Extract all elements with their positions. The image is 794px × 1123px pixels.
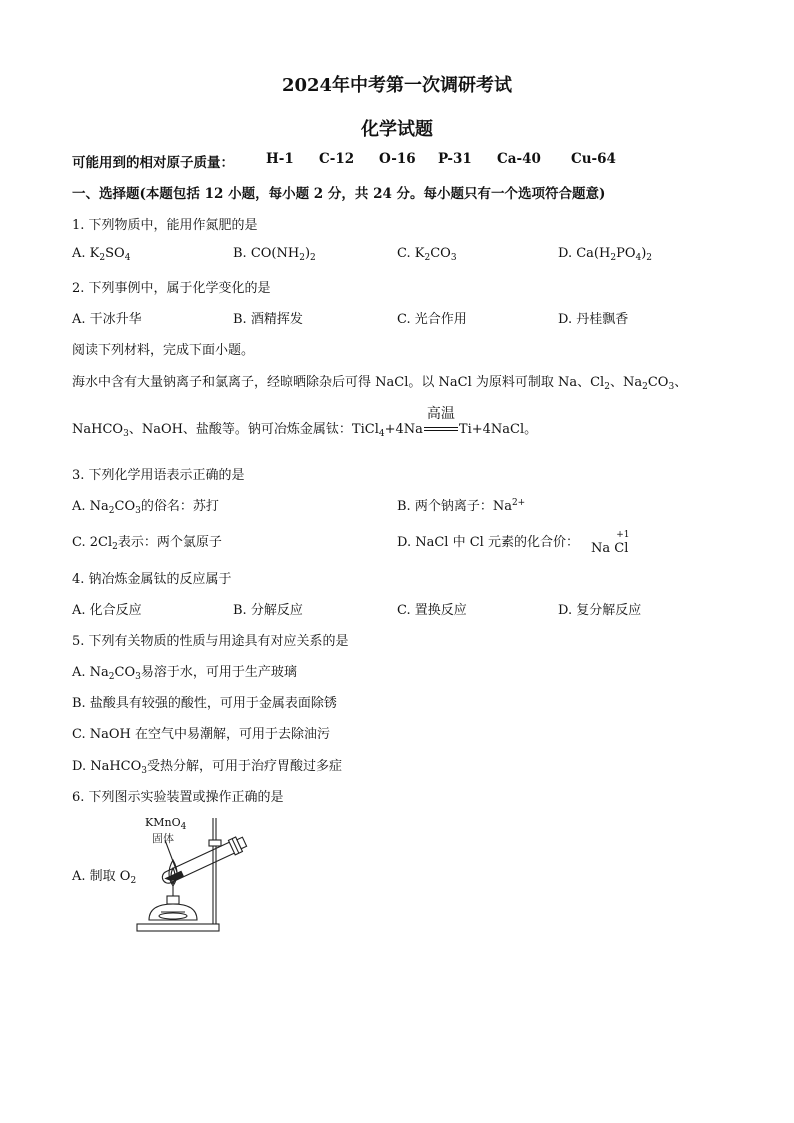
q4-option-a: A. 化合反应: [72, 603, 142, 618]
q3-option-c: C. $2Cl_2$表示：两个氯原子: [72, 535, 222, 552]
q2-option-b: B. 酒精挥发: [233, 312, 303, 327]
page-subtitle: 化学试题: [361, 119, 433, 140]
reading-line-2: NaHCO$_3$、NaOH、盐酸等。钠可冶炼金属钛：TiCl$_4$+4Na 高温 Ti+4NaCl。: [72, 418, 537, 437]
q3-stem: 3. 下列化学用语表示正确的是: [72, 468, 245, 483]
q5-option-c: C. NaOH 在空气中易潮解，可用于去除油污: [72, 727, 331, 742]
section-heading: 一、选择题(本题包括 12 小题，每小题 2 分，共 24 分。每小题只有一个选项符合题意): [72, 186, 606, 202]
q5-option-b: B. 盐酸具有较强的酸性，可用于金属表面除锈: [72, 696, 337, 711]
q1-option-a: A. $K_2SO_4$: [72, 246, 131, 263]
q2-stem: 2. 下列事例中，属于化学变化的是: [72, 281, 271, 296]
q2-option-a: A. 干冰升华: [72, 312, 142, 327]
atomic-mass-p: P-31: [438, 151, 472, 167]
atomic-mass-h: H-1: [266, 151, 294, 167]
lab-apparatus-figure: [135, 812, 260, 937]
figure-reagent-state: 固体: [152, 832, 174, 845]
q5-stem: 5. 下列有关物质的性质与用途具有对应关系的是: [72, 634, 349, 649]
q1-stem: 1. 下列物质中，能用作氮肥的是: [72, 218, 258, 233]
atomic-mass-label: 可能用到的相对原子质量：: [72, 155, 234, 171]
reading-line-1: 海水中含有大量钠离子和氯离子，经晾晒除杂后可得 NaCl。以 NaCl 为原料可制取 Na、$Cl_2$、$Na_2CO_3$、: [72, 375, 688, 392]
q5-option-a: A. $Na_2CO_3$易溶于水，可用于生产玻璃: [72, 665, 297, 682]
atomic-mass-cu: Cu-64: [571, 151, 616, 167]
iron-stand-base: [137, 924, 219, 931]
q6-option-a: A. 制取 $O_2$: [72, 869, 137, 886]
q1-option-d: D. $Ca(H_2PO_4)_2$: [558, 246, 653, 263]
alcohol-lamp: [149, 860, 197, 920]
atomic-mass-c: C-12: [319, 151, 355, 167]
q3-option-a: A. $Na_2CO_3$的俗名：苏打: [72, 499, 219, 516]
reading-intro: 阅读下列材料，完成下面小题。: [72, 343, 255, 358]
q1-option-b: B. $CO(NH_2)_2$: [233, 246, 316, 263]
q4-option-c: C. 置换反应: [397, 603, 467, 618]
page-title: 2024年中考第一次调研考试: [281, 75, 513, 96]
q3-option-d: D. NaCl 中 Cl 元素的化合价： Na +1 Cl: [397, 530, 630, 556]
reaction-condition-sign: [424, 405, 458, 437]
atomic-mass-ca: Ca-40: [497, 151, 541, 167]
atomic-mass-o: O-16: [379, 151, 416, 167]
q1-option-c: C. $K_2CO_3$: [397, 246, 457, 263]
q3-option-b: B. 两个钠离子：$Na^{2+}$: [397, 498, 526, 514]
q2-option-c: C. 光合作用: [397, 312, 467, 327]
q4-option-d: D. 复分解反应: [558, 603, 642, 618]
q2-option-d: D. 丹桂飘香: [558, 312, 629, 327]
q4-option-b: B. 分解反应: [233, 603, 303, 618]
reaction-condition: 高温: [426, 405, 455, 422]
valence-mark: +1 Cl: [614, 530, 630, 556]
q4-stem: 4. 钠冶炼金属钛的反应属于: [72, 572, 232, 587]
q5-option-d: D. NaHCO$_3$受热分解，可用于治疗胃酸过多症: [72, 759, 343, 776]
q6-stem: 6. 下列图示实验装置或操作正确的是: [72, 790, 284, 805]
figure-reagent-label: KMnO$_4$: [145, 816, 187, 832]
